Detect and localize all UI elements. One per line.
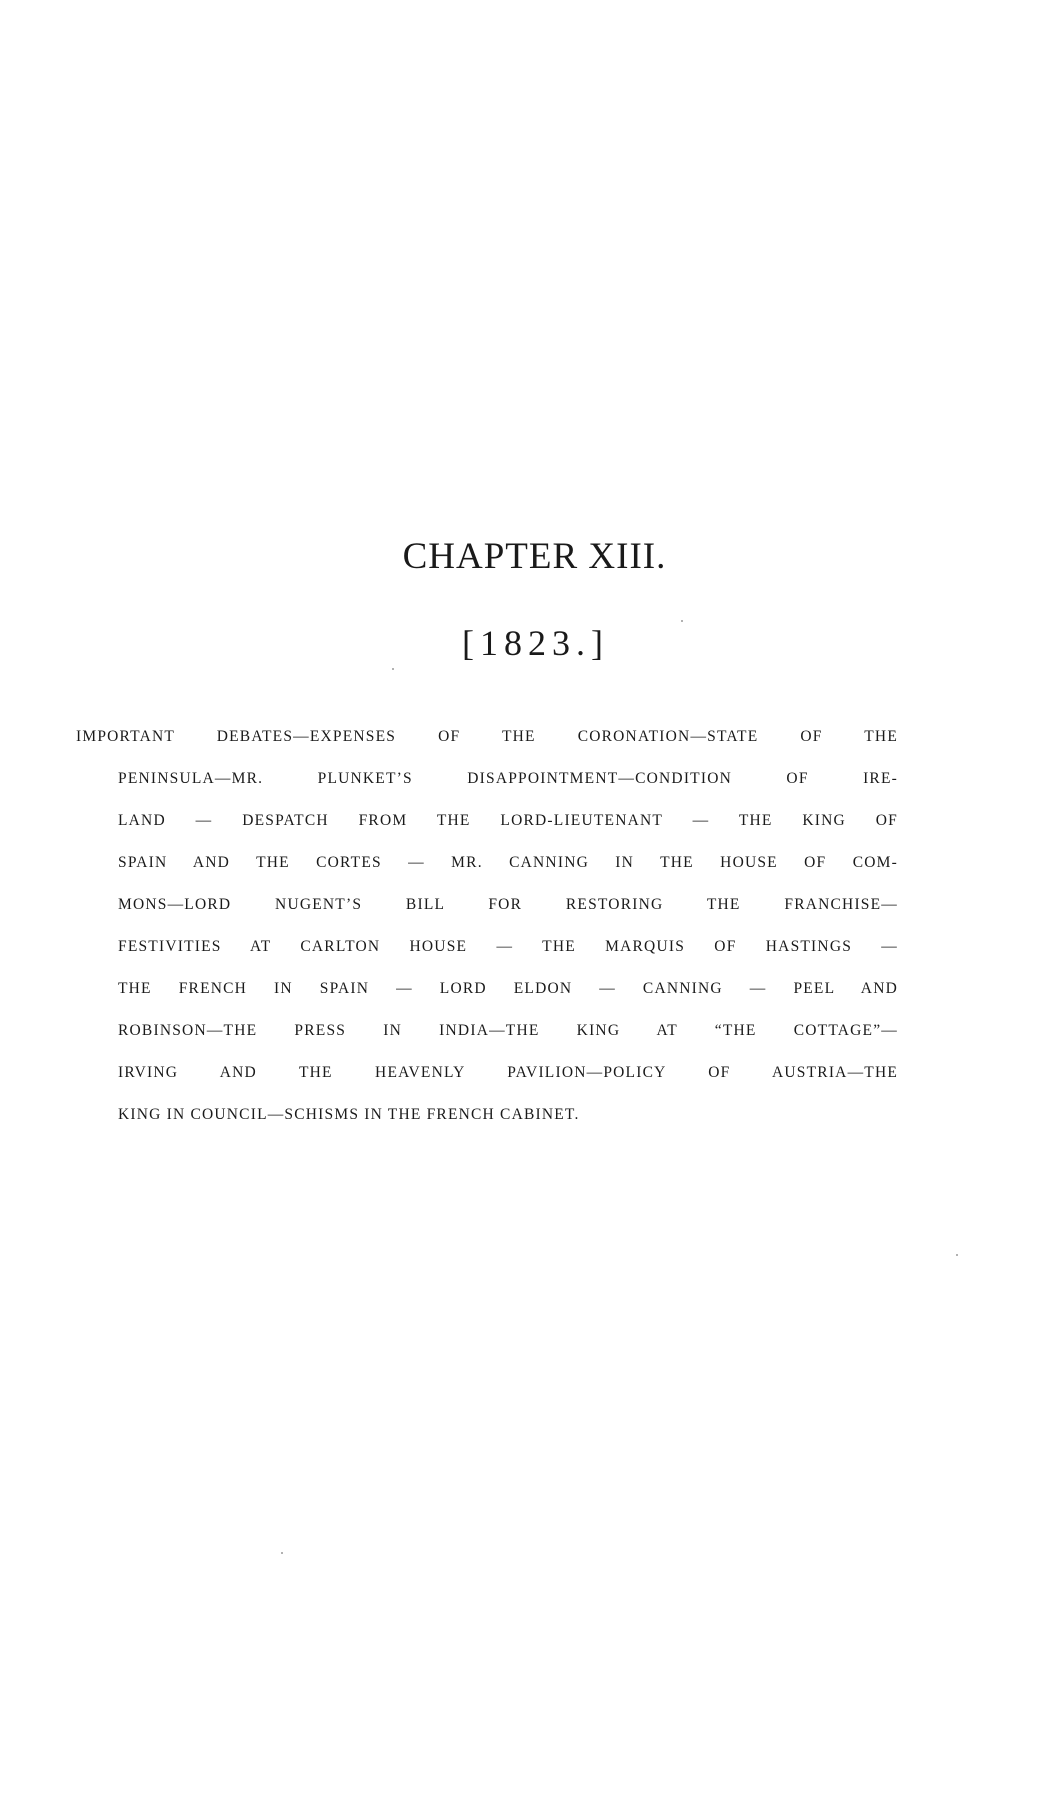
chapter-year: [1823.] — [462, 623, 609, 663]
summary-line: SPAIN AND THE CORTES — MR. CANNING IN THE HOUSE OF COM- — [118, 854, 898, 871]
summary-line: KING IN COUNCIL—SCHISMS IN THE FRENCH CABINET. — [118, 1106, 580, 1123]
summary-line: IRVING AND THE HEAVENLY PAVILION—POLICY OF AUSTRIA—THE — [118, 1064, 898, 1081]
scan-speck — [681, 620, 683, 622]
summary-line: ROBINSON—THE PRESS IN INDIA—THE KING AT “THE COTTAGE”— — [118, 1022, 898, 1039]
summary-line: FESTIVITIES AT CARLTON HOUSE — THE MARQUIS OF HASTINGS — — [118, 938, 898, 955]
chapter-title: CHAPTER XIII. — [402, 536, 667, 577]
summary-line: IMPORTANT DEBATES—EXPENSES OF THE CORONATION—STATE OF THE — [76, 728, 898, 745]
summary-line: PENINSULA—MR. PLUNKET’S DISAPPOINTMENT—CONDITION OF IRE- — [118, 770, 898, 787]
scan-speck — [392, 668, 394, 670]
scan-speck — [281, 1552, 283, 1554]
chapter-summary — [76, 716, 898, 1136]
summary-line: THE FRENCH IN SPAIN — LORD ELDON — CANNING — PEEL AND — [118, 980, 898, 997]
scan-speck — [956, 1254, 958, 1256]
summary-line: LAND — DESPATCH FROM THE LORD-LIEUTENANT — THE KING OF — [118, 812, 898, 829]
summary-line: MONS—LORD NUGENT’S BILL FOR RESTORING THE FRANCHISE— — [118, 896, 898, 913]
